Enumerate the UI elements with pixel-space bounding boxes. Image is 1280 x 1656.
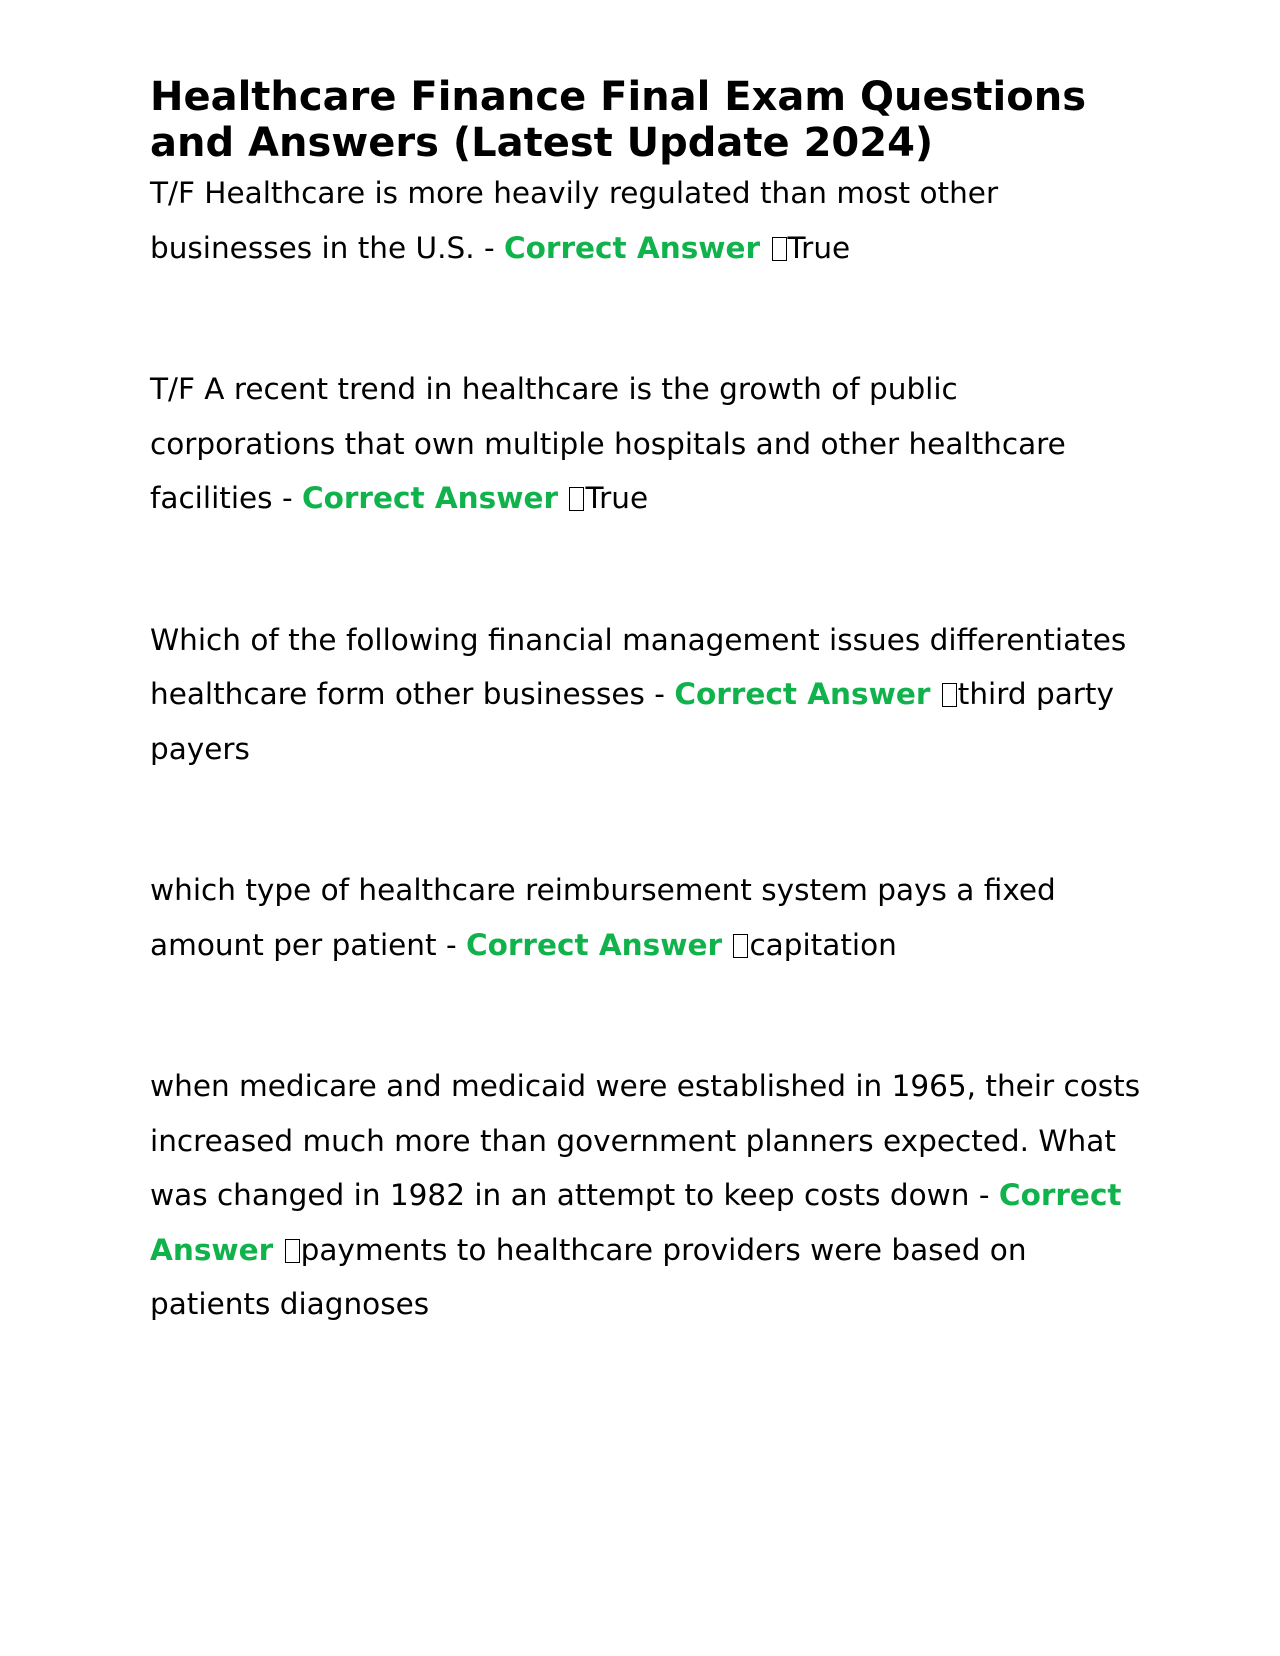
separator: - [644,677,675,711]
question-text: T/F Healthcare is more heavily regulated than most other businesses in the U.S. [150,176,999,265]
missing-glyph-box-icon [942,683,957,707]
qa-item [150,863,1150,972]
separator: - [969,1178,999,1212]
correct-answer-label: Correct Answer [465,927,723,962]
separator: - [272,481,302,515]
qa-item [150,613,1150,777]
question-text: T/F A recent trend in healthcare is the growth of public corporations that own multiple hospitals and other healthcare facilities [150,372,1066,515]
correct-answer-label: Correct Answer [504,230,761,265]
question-text: which type of healthcare reimbursement system pays a fixed amount per patient [150,873,1056,962]
answer-text: third party payers [150,677,1114,766]
document-title: Healthcare Finance Final Exam Questions and Answers (Latest Update 2024) [150,74,1087,166]
correct-answer-label: Correct Answer [301,481,559,515]
missing-glyph-box-icon [569,487,584,511]
answer-text: True [787,230,851,265]
qa-item [150,1059,1150,1332]
qa-item [150,166,1150,275]
document-page [150,74,1150,1332]
question-text: when medicare and medicaid were established in 1965, their costs increased much more than government planners expected. What was changed in 1982 in an attempt to keep costs down [150,1069,1141,1212]
answer-text: capitation [749,927,897,962]
correct-answer-label: Correct Answer [674,677,931,711]
missing-glyph-box-icon [772,237,787,261]
missing-glyph-box-icon [285,1239,300,1263]
qa-item [150,362,1150,526]
answer-text: payments to healthcare providers were based on patients diagnoses [150,1232,1027,1321]
missing-glyph-box-icon [733,934,748,958]
separator: - [436,927,466,962]
answer-text: True [585,481,649,515]
separator: - [474,230,505,265]
question-text: Which of the following financial management issues differentiates healthcare form other businesses [150,622,1127,711]
correct-answer-label: Correct Answer [150,1178,1122,1267]
